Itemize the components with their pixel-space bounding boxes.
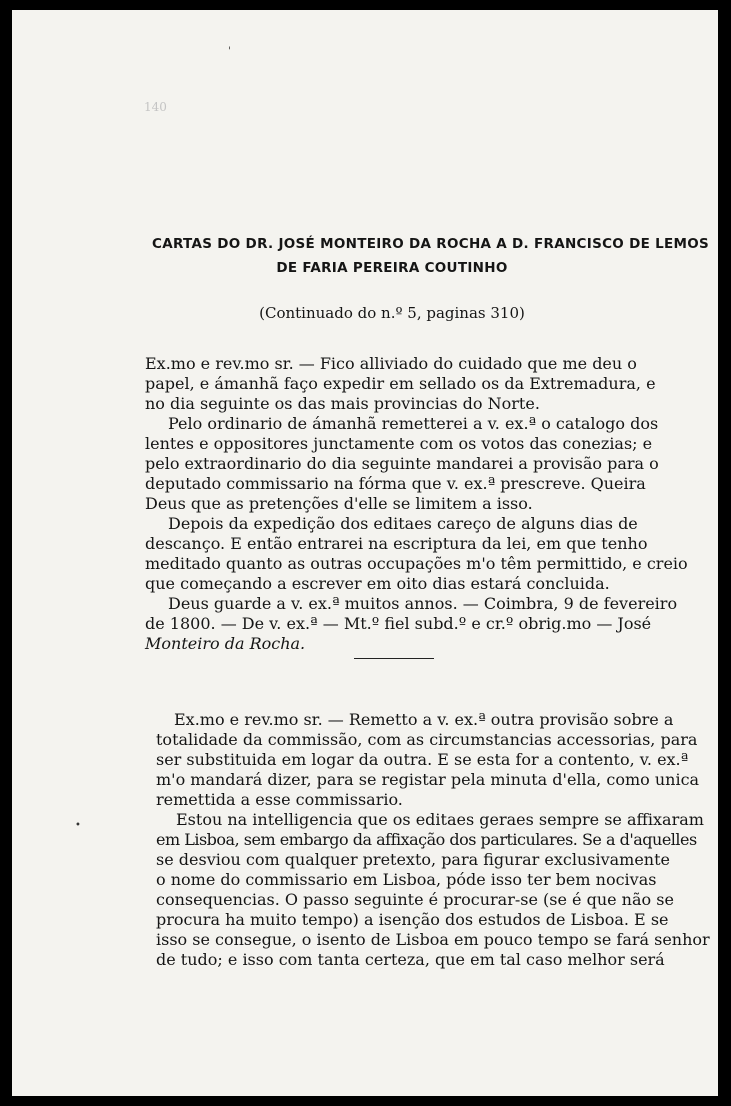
text-line: lentes e oppositores junctamente com os votos das conezias; e: [145, 434, 653, 453]
text-line: procura ha muito tempo) a isenção dos estudos de Lisboa. E se: [156, 910, 669, 929]
section-divider: [354, 658, 434, 659]
text-line: m'o mandará dizer, para se registar pela minuta d'ella, como unica: [156, 770, 700, 789]
text-line: papel, e ámanhã faço expedir em sellado os da Extremadura, e: [145, 374, 656, 393]
ink-speck: ': [228, 46, 231, 57]
text-line: em Lisboa, sem embargo da affixação dos particulares. Se a d'aquelles: [156, 830, 697, 849]
text-line: ser substituida em logar da outra. E se esta for a contento, v. ex.ª: [156, 750, 689, 769]
text-line: Depois da expedição dos editaes careço de alguns dias de: [168, 514, 638, 533]
text-line: Estou na intelligencia que os editaes geraes sempre se affixaram: [176, 810, 704, 829]
text-line: Deus que as pretenções d'elle se limitem a isso.: [145, 494, 533, 513]
text-line: no dia seguinte os das mais provincias do Norte.: [145, 394, 540, 413]
document-page: [12, 10, 718, 1096]
text-line: Ex.mo e rev.mo sr. — Fico alliviado do cuidado que me deu o: [145, 354, 637, 373]
text-line: de 1800. — De v. ex.ª — Mt.º fiel subd.º e cr.º obrig.mo — José: [145, 614, 652, 633]
text-line: Pelo ordinario de ámanhã remetterei a v. ex.ª o catalogo dos: [168, 414, 659, 433]
page-number: 140: [144, 100, 167, 114]
text-line: pelo extraordinario do dia seguinte mandarei a provisão para o: [145, 454, 659, 473]
continuation-note: (Continuado do n.º 5, paginas 310): [259, 304, 525, 322]
text-line: Deus guarde a v. ex.ª muitos annos. — Coimbra, 9 de fevereiro: [168, 594, 678, 613]
text-line: totalidade da commissão, com as circumstancias accessorias, para: [156, 730, 698, 749]
text-line: se desviou com qualquer pretexto, para figurar exclusivamente: [156, 850, 671, 869]
text-line: remettida a esse commissario.: [156, 790, 403, 809]
text-line: consequencias. O passo seguinte é procurar-se (se é que não se: [156, 890, 674, 909]
text-line: descanço. E então entrarei na escriptura da lei, em que tenho: [145, 534, 648, 553]
text-line: de tudo; e isso com tanta certeza, que em tal caso melhor será: [156, 950, 665, 969]
signature: Monteiro da Rocha.: [145, 634, 306, 653]
text-line: meditado quanto as outras occupações m'o têm permittido, e creio: [145, 554, 688, 573]
text-line: deputado commissario na fórma que v. ex.ª prescreve. Queira: [145, 474, 646, 493]
text-line: o nome do commissario em Lisboa, póde isso ter bem nocivas: [156, 870, 657, 889]
text-line: que começando a escrever em oito dias estará concluida.: [145, 574, 610, 593]
article-title-line-1: CARTAS DO DR. JOSÉ MONTEIRO DA ROCHA A D. FRANCISCO DE LEMOS: [152, 236, 710, 252]
text-line: Ex.mo e rev.mo sr. — Remetto a v. ex.ª outra provisão sobre a: [174, 710, 674, 729]
ink-speck: •: [75, 820, 81, 831]
article-title-line-2: DE FARIA PEREIRA COUTINHO: [276, 260, 508, 276]
text-line: isso se consegue, o isento de Lisboa em pouco tempo se fará senhor: [156, 930, 710, 949]
